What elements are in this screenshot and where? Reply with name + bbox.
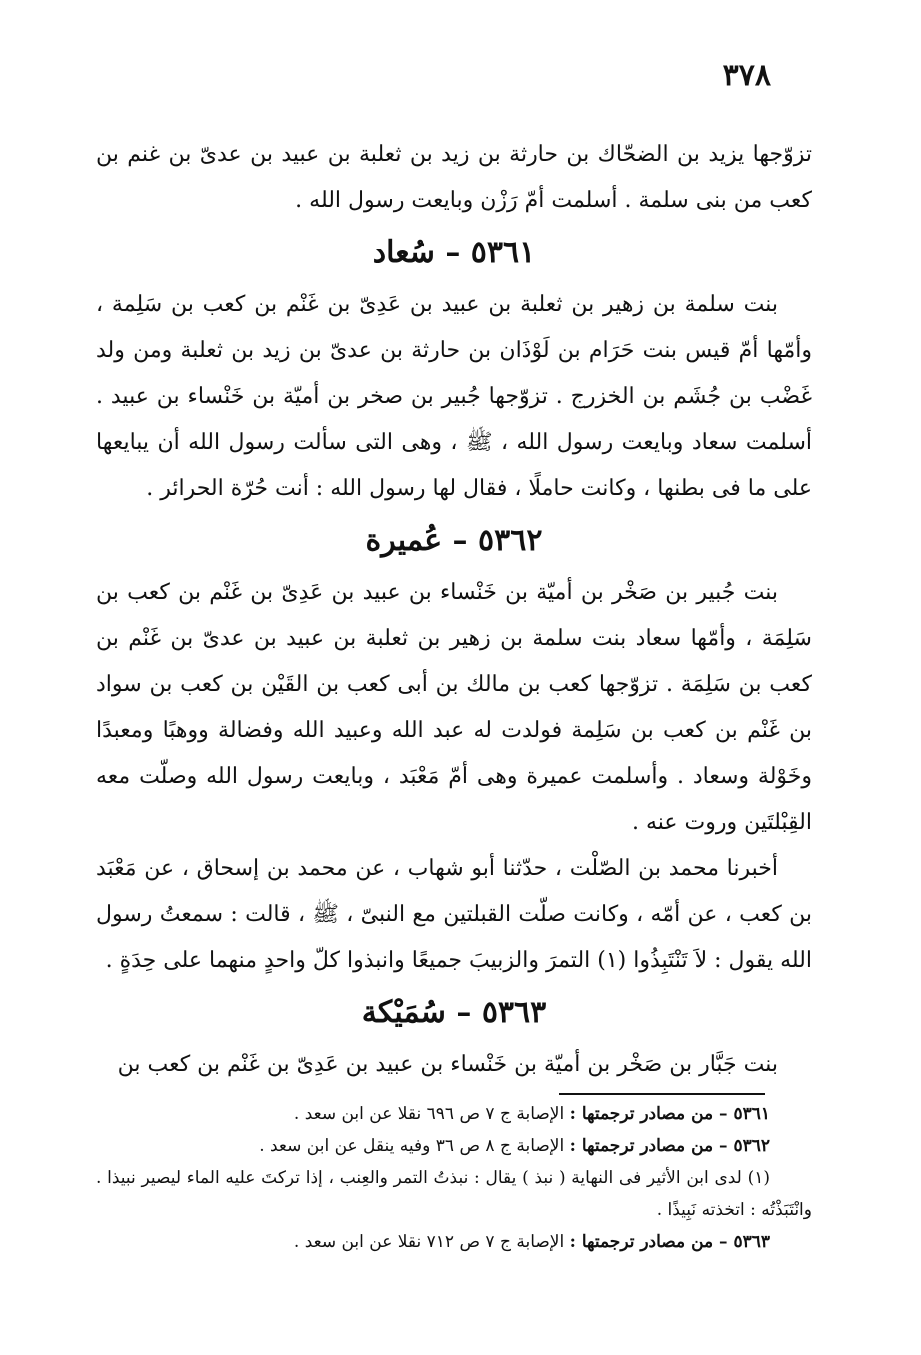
- footnote-label: ٥٣٦٢ – من مصادر ترجمتها :: [569, 1136, 770, 1156]
- footnote-5361: [96, 1098, 812, 1130]
- footnote-text: (١) لدى ابن الأثير فى النهاية ( نبذ ) يقال : نبذتُ التمر والعِنب ، إذا تركتَ عليه الماء ليصير نبيذا . وانْتَبَذْتُه : اتخذته نَبِيذًا .: [96, 1168, 812, 1220]
- footnote-text: الإصابة ج ٧ ص ٦٩٦ نقلا عن ابن سعد .: [293, 1104, 565, 1124]
- footnote-1: [96, 1162, 812, 1226]
- footnote-text: الإصابة ج ٨ ص ٣٦ وفيه ينقل عن ابن سعد .: [259, 1136, 565, 1156]
- entry-title-5363: ٥٣٦٣ – سُمَيْكة: [361, 995, 547, 1030]
- entry-5362-hadith-paragraph: أخبرنا محمد بن الصّلْت ، حدّثنا أبو شهاب ، عن محمد بن إسحاق ، عن مَعْبَد بن كعب ، عن أمّه ، وكانت صلّت القبلتين مع النبىّ ، ﷺ ، قالت : سمعتُ رسول الله يقول : لاَ تَنْتَبِذُوا (١) التمرَ والزبيبَ جميعًا وانبذوا كلّ واحدٍ منهما على حِدَةٍ .: [96, 856, 812, 973]
- footnote-5363: [96, 1226, 812, 1258]
- footnote-text: الإصابة ج ٧ ص ٧١٢ نقلا عن ابن سعد .: [293, 1232, 565, 1252]
- main-text: [96, 132, 812, 1088]
- footnote-divider: [559, 1093, 765, 1095]
- footnotes: [96, 1098, 812, 1258]
- entry-title-5361: ٥٣٦١ – سُعاد: [372, 235, 536, 270]
- page-number: ٣٧٨: [722, 58, 771, 93]
- footnote-5362: [96, 1130, 812, 1162]
- entry-title-5362: ٥٣٦٢ – عُميرة: [365, 523, 543, 558]
- entry-5363-paragraph: بنت جَبَّار بن صَخْر بن أميّة بن خَنْساء بن عبيد بن عَدِىّ بن غَنْم بن كعب بن: [117, 1052, 778, 1077]
- footnote-label: ٥٣٦٣ – من مصادر ترجمتها :: [569, 1232, 770, 1252]
- footnote-label: ٥٣٦١ – من مصادر ترجمتها :: [569, 1104, 770, 1124]
- intro-paragraph: تزوّجها يزيد بن الضحّاك بن حارثة بن زيد بن ثعلبة بن عبيد بن عدىّ بن غنم بن كعب من بنى سلمة . أسلمت أمّ رَزْن وبايعت رسول الله .: [96, 142, 812, 213]
- entry-5362-paragraph: بنت جُبير بن صَخْر بن أميّة بن خَنْساء بن عبيد بن عَدِىّ بن غَنْم بن كعب بن سَلِمَة ، وأمّها سعاد بنت سلمة بن زهير بن ثعلبة بن عبيد بن عدىّ بن غَنْم بن كعب بن سَلِمَة . تزوّجها كعب بن مالك بن أبى كعب بن القَيْن بن كعب بن سواد بن غَنْم بن كعب بن سَلِمة فولدت له عبد الله وعبيد الله وفضالة ووهبًا ومعبدًا وخَوْلة وسعاد . وأسلمت عميرة وهى أمّ مَعْبَد ، وبايعت رسول الله وصلّت معه القِبْلتَين وروت عنه .: [96, 580, 812, 835]
- entry-5361-paragraph: بنت سلمة بن زهير بن ثعلبة بن عبيد بن عَدِىّ بن غَنْم بن كعب بن سَلِمة ، وأمّها أمّ قيس بنت حَرَام بن لَوْذَان بن حارثة بن عدىّ بن زيد بن ثعلبة ومن ولد غَضْب بن جُشَم بن الخزرج . تزوّجها جُبير بن صخر بن أميّة بن خَنْساء بن عبيد . أسلمت سعاد وبايعت رسول الله ، ﷺ ، وهى التى سألت رسول الله أن يبايعها على ما فى بطنها ، وكانت حاملًا ، فقال لها رسول الله : أنت حُرّة الحرائر .: [96, 292, 812, 501]
